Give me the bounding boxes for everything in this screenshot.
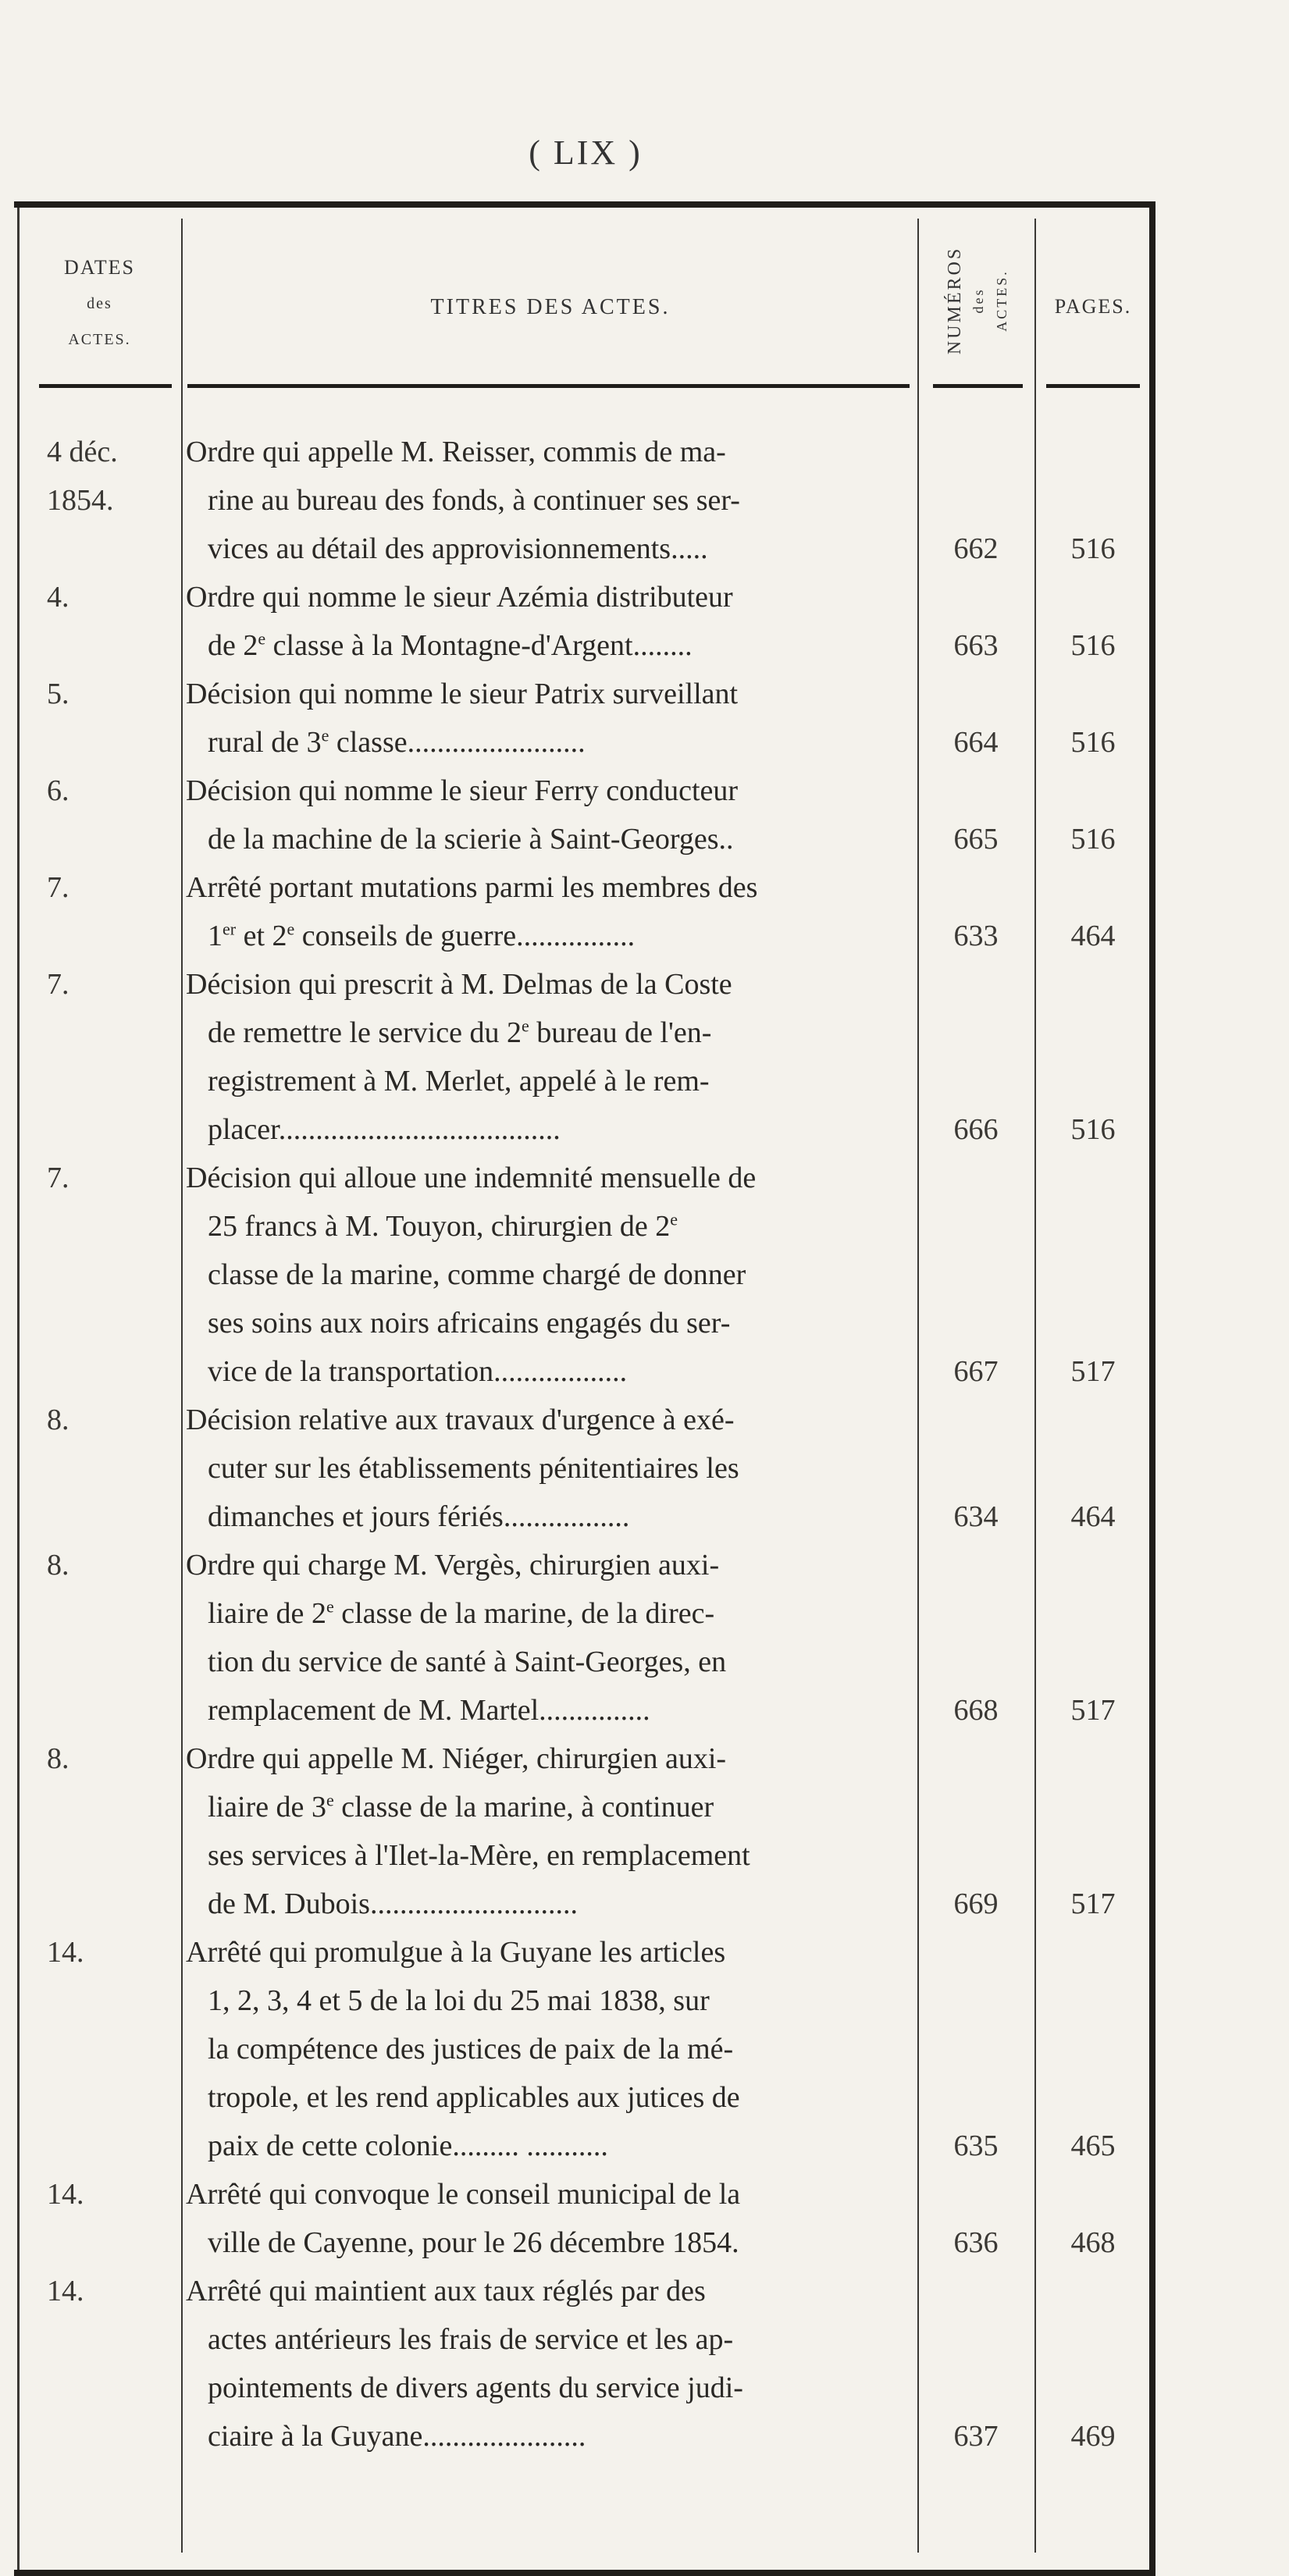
table-bottom-rule xyxy=(14,2570,1155,2576)
act-date xyxy=(47,1396,69,1444)
act-number: 668 xyxy=(953,1694,999,1727)
act-title-line: 1, 2, 3, 4 et 5 de la loi du 25 mai 1838, sur xyxy=(208,1984,710,2017)
act-date-line: 14. xyxy=(47,2178,84,2211)
act-title-line: de la machine de la scierie à Saint-Georges.. xyxy=(208,823,734,856)
act-number: 666 xyxy=(953,1113,999,1146)
act-date-line: 8. xyxy=(47,1549,69,1582)
act-title-line: 25 francs à M. Touyon, chirurgien de 2e xyxy=(208,1209,678,1243)
page-number: ( LIX ) xyxy=(529,133,643,172)
act-date-line: 14. xyxy=(47,1936,84,1969)
act-title-line: rural de 3e classe........................ xyxy=(208,725,586,759)
act-date-line: 8. xyxy=(47,1742,69,1775)
act-title xyxy=(186,670,913,767)
act-title xyxy=(186,2170,913,2267)
act-title xyxy=(186,767,913,863)
act-title xyxy=(186,428,913,573)
act-date xyxy=(47,573,69,621)
act-date-line: 5. xyxy=(47,678,69,710)
table-row xyxy=(0,1928,1155,2170)
act-date xyxy=(47,863,69,912)
table-row xyxy=(0,863,1155,960)
act-date-line: 7. xyxy=(47,871,69,904)
table-row xyxy=(0,573,1155,670)
act-title-line: placer...................................... xyxy=(208,1113,561,1146)
act-date-line: 6. xyxy=(47,774,69,807)
header-numeros: NUMÉROS des ACTES. xyxy=(944,246,1009,355)
act-title-line: ses services à l'Ilet-la-Mère, en remplacement xyxy=(208,1839,750,1872)
act-number: 636 xyxy=(953,2226,999,2259)
act-date-line: 7. xyxy=(47,1162,69,1194)
act-page: 516 xyxy=(1070,823,1116,856)
act-title-line: de M. Dubois............................ xyxy=(208,1888,578,1920)
header-rule-dates xyxy=(39,384,172,388)
table-row xyxy=(0,1735,1155,1928)
act-title-line: Décision relative aux travaux d'urgence à exé- xyxy=(186,1404,735,1436)
header-pages: PAGES. xyxy=(1054,295,1132,318)
act-title-line: Décision qui nomme le sieur Ferry conducteur xyxy=(186,774,739,807)
act-page: 517 xyxy=(1070,1888,1116,1920)
table-row xyxy=(0,428,1155,573)
header-dates: DATES des ACTES. xyxy=(64,256,135,348)
act-number: 663 xyxy=(953,629,999,662)
act-title-line: liaire de 3e classe de la marine, à continuer xyxy=(208,1790,714,1823)
act-title-line: vices au détail des approvisionnements..... xyxy=(208,532,708,565)
act-title xyxy=(186,1154,913,1396)
act-title-line: Décision qui prescrit à M. Delmas de la Coste xyxy=(186,968,732,1001)
act-number: 664 xyxy=(953,726,999,759)
act-number: 637 xyxy=(953,2420,999,2453)
act-number: 635 xyxy=(953,2129,999,2162)
header-titres: TITRES DES ACTES. xyxy=(430,295,671,319)
act-title-line: Arrêté qui convoque le conseil municipal de la xyxy=(186,2178,741,2211)
act-title xyxy=(186,1735,913,1928)
act-title-line: classe de la marine, comme chargé de donner xyxy=(208,1258,746,1291)
act-title-line: actes antérieurs les frais de service et les ap- xyxy=(208,2323,734,2356)
act-date xyxy=(47,670,69,718)
act-page: 464 xyxy=(1070,1500,1116,1533)
act-title-line: rine au bureau des fonds, à continuer ses ser- xyxy=(208,484,740,517)
table-row xyxy=(0,2267,1155,2460)
act-title-line: liaire de 2e classe de la marine, de la direc- xyxy=(208,1596,715,1630)
act-date xyxy=(47,1541,69,1589)
act-date xyxy=(47,2170,84,2218)
act-date xyxy=(47,1928,84,1976)
act-title-line: Ordre qui appelle M. Niéger, chirurgien auxi- xyxy=(186,1742,727,1775)
act-title-line: ses soins aux noirs africains engagés du ser- xyxy=(208,1307,731,1340)
act-title-line: Arrêté portant mutations parmi les membres des xyxy=(186,871,758,904)
act-date-line: 8. xyxy=(47,1404,69,1436)
act-title xyxy=(186,573,913,670)
act-title-line: Ordre qui nomme le sieur Azémia distributeur xyxy=(186,581,733,614)
act-title-line: remplacement de M. Martel............... xyxy=(208,1694,650,1727)
header-rule-pages xyxy=(1046,384,1140,388)
act-page: 464 xyxy=(1070,920,1116,952)
act-number: 669 xyxy=(953,1888,999,1920)
act-title-line: tion du service de santé à Saint-Georges, en xyxy=(208,1646,727,1678)
act-title xyxy=(186,1928,913,2170)
act-date-line: 4. xyxy=(47,581,69,614)
act-date xyxy=(47,2267,84,2315)
table-top-rule xyxy=(14,201,1155,208)
act-title-line: ciaire à la Guyane...................... xyxy=(208,2420,586,2453)
table-row xyxy=(0,670,1155,767)
act-date xyxy=(47,428,118,525)
header-rule-titres xyxy=(187,384,910,388)
act-title-line: registrement à M. Merlet, appelé à le rem- xyxy=(208,1065,710,1098)
act-title xyxy=(186,1396,913,1541)
act-page: 468 xyxy=(1070,2226,1116,2259)
table-row xyxy=(0,960,1155,1154)
act-date-line: 1854. xyxy=(47,484,114,517)
act-page: 516 xyxy=(1070,532,1116,565)
act-date-line: 4 déc. xyxy=(47,436,118,468)
act-number: 662 xyxy=(953,532,999,565)
act-page: 516 xyxy=(1070,726,1116,759)
table-row xyxy=(0,2170,1155,2267)
act-page: 516 xyxy=(1070,1113,1116,1146)
act-title-line: paix de cette colonie......... ........... xyxy=(208,2129,608,2162)
act-title xyxy=(186,960,913,1154)
act-page: 516 xyxy=(1070,629,1116,662)
act-page: 469 xyxy=(1070,2420,1116,2453)
act-page: 517 xyxy=(1070,1355,1116,1388)
act-title-line: Ordre qui appelle M. Reisser, commis de ma- xyxy=(186,436,726,468)
act-number: 633 xyxy=(953,920,999,952)
act-title-line: vice de la transportation.................. xyxy=(208,1355,628,1388)
table-row xyxy=(0,1154,1155,1396)
act-title-line: Décision qui nomme le sieur Patrix surveillant xyxy=(186,678,739,710)
act-title-line: de remettre le service du 2e bureau de l'en- xyxy=(208,1016,712,1049)
act-number: 634 xyxy=(953,1500,999,1533)
act-title-line: Décision qui alloue une indemnité mensuelle de xyxy=(186,1162,757,1194)
header-rule-numeros xyxy=(933,384,1023,388)
act-title-line: de 2e classe à la Montagne-d'Argent........ xyxy=(208,628,693,662)
act-date xyxy=(47,1735,69,1783)
act-title-line: pointements de divers agents du service judi- xyxy=(208,2371,743,2404)
act-title-line: tropole, et les rend applicables aux jutices de xyxy=(208,2081,740,2114)
table-row xyxy=(0,1541,1155,1735)
act-date-line: 14. xyxy=(47,2275,84,2307)
act-date xyxy=(47,767,69,815)
act-date-line: 7. xyxy=(47,968,69,1001)
act-number: 667 xyxy=(953,1355,999,1388)
act-date xyxy=(47,1154,69,1202)
act-title-line: Arrêté qui promulgue à la Guyane les articles xyxy=(186,1936,726,1969)
act-number: 665 xyxy=(953,823,999,856)
act-title-line: Ordre qui charge M. Vergès, chirurgien auxi- xyxy=(186,1549,720,1582)
act-title xyxy=(186,1541,913,1735)
act-page: 517 xyxy=(1070,1694,1116,1727)
act-title-line: ville de Cayenne, pour le 26 décembre 1854. xyxy=(208,2226,739,2259)
act-title xyxy=(186,863,913,960)
act-title-line: 1er et 2e conseils de guerre................ xyxy=(208,919,636,952)
act-page: 465 xyxy=(1070,2129,1116,2162)
act-date xyxy=(47,960,69,1009)
act-title-line: dimanches et jours fériés................. xyxy=(208,1500,630,1533)
table-row xyxy=(0,767,1155,863)
table-row xyxy=(0,1396,1155,1541)
act-title-line: Arrêté qui maintient aux taux réglés par des xyxy=(186,2275,706,2307)
act-title-line: la compétence des justices de paix de la mé- xyxy=(208,2033,734,2065)
act-title xyxy=(186,2267,913,2460)
act-title-line: cuter sur les établissements pénitentiaires les xyxy=(208,1452,739,1485)
